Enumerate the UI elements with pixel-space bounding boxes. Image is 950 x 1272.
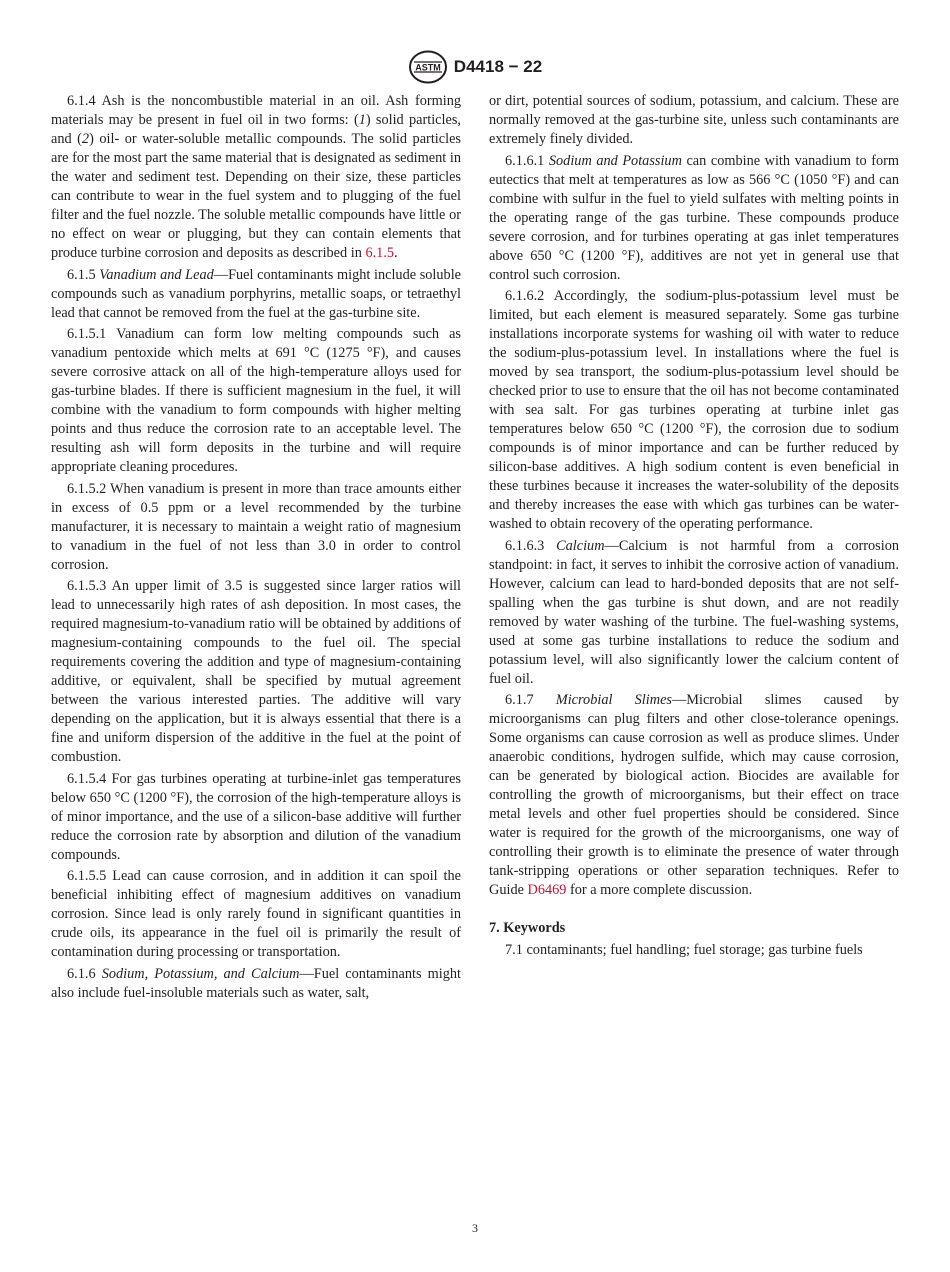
- document-designation: D4418 − 22: [453, 57, 543, 76]
- paragraph-6-1-5: 6.1.5 Vanadium and Lead—Fuel contaminants might include soluble compounds such as vanadium porphyrins, metallic soaps, or tetraethyl lead that cannot be removed from the fuel at the gas-turbine site.: [51, 266, 462, 321]
- paragraph-6-1-7: 6.1.7 Microbial Slimes—Microbial slimes caused by microorganisms can plug filters and other close-tolerance openings. Some organisms can cause corrosion as well as produce slimes. Under anaerobic conditions, hydrogen sulfide, which may cause corrosion, can be generated by biological action. Biocides are available for controlling the growth of microorganisms, but their effect on trace metal levels and other fuel properties should be considered. Since water is required for the growth of the microorganisms, one way of controlling their growth is to eliminate the presence of water through tank-stripping operations or other separation techniques. Refer to Guide D6469 for a more complete discussion.: [489, 692, 899, 898]
- right-column: [489, 92, 899, 960]
- section-heading-keywords: 7. Keywords: [489, 920, 566, 936]
- page-header: [0, 50, 950, 89]
- section-link-6-1-5[interactable]: 6.1.5: [365, 245, 395, 261]
- paragraph-6-1-6-3: 6.1.6.3 Calcium—Calcium is not harmful from a corrosion standpoint: in fact, it serves to inhibit the corrosive action of vanadium. However, calcium can lead to hard-bonded deposits that are not self-spalling when the gas turbine is shut down, and are not readily removed by water washing of the turbine. The fuel-washing systems, used at some gas turbine installations to reduce the sodium and potassium level, will also significantly lower the calcium content of fuel oil.: [489, 537, 899, 687]
- paragraph-6-1-6-1: 6.1.6.1 Sodium and Potassium can combine with vanadium to form eutectics that melt at temperatures as low as 566 °C (1050 °F) and can combine with sulfur in the fuel to yield sulfates with melting points in the operating range of the gas turbine. These compounds produce severe corrosion, and for turbines operating at gas inlet temperatures above 650 °C (1200 °F), additives are not yet in general use that control such corrosion.: [489, 152, 900, 283]
- paragraph-6-1-6-2: 6.1.6.2 Accordingly, the sodium-plus-potassium level must be limited, but each element is measured separately. Some gas turbine installations incorporate systems for washing oil with water to reduce the sodium-plus-potassium level. In installations where the fuel is moved by sea transport, the sodium-plus-potassium level should be checked prior to use to ensure that the oil has not become contaminated with sea salt. For gas turbines operating at turbine inlet gas temperatures below 650 °C (1200 °F), the corrosion due to sodium compounds is of minor importance and can be further reduced by silicon-base additives. A high sodium content is even beneficial in these turbines because it increases the water-solubility of the deposits and thereby increases the ease with which gas turbines can be water-washed to obtain recovery of the operating performance.: [489, 288, 899, 532]
- paragraph-6-1-6-continued: or dirt, potential sources of sodium, potassium, and calcium. These are normally removed at the gas-turbine site, unless such contaminants are extremely finely divided.: [489, 93, 899, 147]
- paragraph-6-1-5-3: 6.1.5.3 An upper limit of 3.5 is suggested since larger ratios will lead to unnecessarily high rates of ash deposition. In most cases, the required magnesium-to-vanadium ratio will be obtained by additions of magnesium-containing compounds to the fuel oil. The special requirements covering the addition and type of magnesium-containing additive, or equivalent, shall be specified by mutual agreement between the various interested parties. The additive will vary depending on the application, but it is always essential that there is a fine and uniform dispersion of the additive in the fuel at the point of combustion.: [51, 578, 461, 765]
- astm-logo-icon: [408, 50, 448, 84]
- left-column: [51, 92, 461, 1003]
- svg-text:ASTM: ASTM: [415, 62, 441, 73]
- paragraph-6-1-5-4: 6.1.5.4 For gas turbines operating at turbine-inlet gas temperatures below 650 °C (1200 °F), the corrosion of the high-temperature alloys is of minor importance, and the use of a silicon-base additive will further reduce the corrosion rate by absorption and dilution of the vanadium compounds.: [51, 770, 461, 863]
- paragraph-6-1-6: 6.1.6 Sodium, Potassium, and Calcium—Fuel contaminants might also include fuel-insoluble materials such as water, salt,: [51, 965, 461, 1001]
- paragraph-6-1-5-5: 6.1.5.5 Lead can cause corrosion, and in addition it can spoil the beneficial inhibiting effect of magnesium additives on vanadium corrosion. Since lead is only rarely found in significant quantities in crude oils, its appearance in the fuel oil is primarily the result of contamination during processing or transportation.: [51, 868, 461, 960]
- guide-link-d6469[interactable]: D6469: [527, 882, 567, 898]
- paragraph-6-1-5-1: 6.1.5.1 Vanadium can form low melting compounds such as vanadium pentoxide which melts at 691 °C (1275 °F), and causes severe corrosive attack on all of the high-temperature alloys used for gas-turbine blades. If there is sufficient magnesium in the fuel, it will combine with the vanadium to form compounds with higher melting points and thus reduce the corrosion rate to an acceptable level. The resulting ash will form deposits in the turbine and will require appropriate cleaning procedures.: [51, 326, 461, 475]
- paragraph-7-1: 7.1 contaminants; fuel handling; fuel storage; gas turbine fuels: [505, 941, 863, 958]
- paragraph-6-1-5-2: 6.1.5.2 When vanadium is present in more than trace amounts either in excess of 0.5 ppm or a level recommended by the turbine manufacturer, it is necessary to maintain a weight ratio of magnesium to vanadium in the fuel of not less than 3.0 in order to control corrosion.: [51, 480, 461, 573]
- paragraph-6-1-4: 6.1.4 Ash is the noncombustible material in an oil. Ash forming materials may be present in fuel oil in two forms: (1) solid particles, and (2) oil- or water-soluble metallic compounds. The solid particles are for the most part the same material that is designated as sediment in the water and sediment test. Depending on their size, these particles can contribute to wear in the fuel system and to plugging of the fuel filter and the fuel nozzle. The soluble metallic compounds have little or no effect on wear or plugging, but they can contain elements that produce turbine corrosion and deposits as described in 6.1.5.: [51, 93, 461, 261]
- page-number: 3: [472, 1221, 478, 1235]
